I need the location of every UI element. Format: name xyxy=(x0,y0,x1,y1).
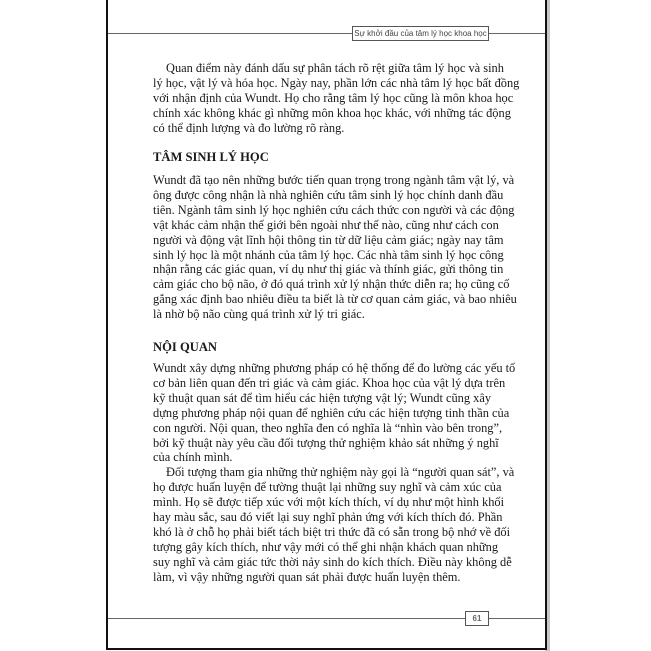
text-line: với nhận định của Wundt. Họ cho rằng tâm lý học cũng là môn khoa học xyxy=(153,90,514,105)
text-line: làm, vì vậy những người quan sát phải được huấn luyện thêm. xyxy=(153,569,461,584)
text-line: tiên. Ngành tâm sinh lý học nghiên cứu cách thức con người và các động xyxy=(153,202,515,217)
text-line: bởi kỹ thuật này yêu cầu đối tượng thử nghiệm khảo sát những ý nghĩ xyxy=(153,435,499,450)
text-line: họ được huấn luyện để tường thuật lại những suy nghĩ và cảm xúc của xyxy=(153,480,502,495)
text-line: Đối tượng tham gia những thử nghiệm này gọi là “người quan sát”, và xyxy=(166,465,515,480)
text-line: gắng xác định bao nhiêu điều ta biết là từ cơ quan cảm giác, và bao nhiêu xyxy=(153,292,517,307)
text-line: lý học, vật lý và hóa học. Ngày nay, phần lớn các nhà tâm lý học bất đồng xyxy=(153,75,520,90)
text-line: là nhờ bộ não cùng quá trình xử lý tri giác. xyxy=(153,307,365,322)
text-line: Wundt xây dựng những phương pháp có hệ thống để đo lường các yếu tố xyxy=(153,361,516,375)
text-line: mình. Họ sẽ được tiếp xúc với một kích thích, ví dụ như một hình khối xyxy=(153,495,505,510)
text-line: vật khác cảm nhận thế giới bên ngoài như thế nào, cũng như cách con xyxy=(153,217,499,232)
text-line: kỹ thuật quan sát để tìm hiểu các hiện tượng vật lý; Wundt cũng xây xyxy=(153,390,492,405)
text-line: dựng phương pháp nội quan để nghiên cứu các hiện tượng tinh thần của xyxy=(153,405,510,420)
text-line: tượng gây kích thích, như vậy mới có thể ghi nhận khách quan những xyxy=(153,539,499,554)
text-line: sinh lý học là một nhánh của tâm lý học. Các nhà tâm sinh lý học công xyxy=(153,247,504,262)
paragraph-intro xyxy=(153,61,520,136)
text-line: cơ bản liên quan đến tri giác và cảm giác. Khoa học của vật lý dựa trên xyxy=(153,375,506,390)
text-line: Wundt đã tạo nên những bước tiến quan trọng trong ngành tâm vật lý, và xyxy=(153,173,515,187)
paragraph-introspection xyxy=(153,361,516,585)
paragraph-psychophysiology xyxy=(153,173,517,322)
text-line: của chính mình. xyxy=(153,450,233,465)
text-line: suy nghĩ và cảm giác tức thời nảy sinh do kích thích. Điều này không dễ xyxy=(153,554,512,569)
text-line: chính xác không khác gì những môn khoa học khác, với những tác động xyxy=(153,105,511,120)
text-line: cảm giác cho bộ não, ở đó quá trình xử lý nhận thức diễn ra; họ cũng cố xyxy=(153,277,510,292)
section-heading: NỘI QUAN xyxy=(153,340,218,354)
text-line: con người. Nội quan, theo nghĩa đen có nghĩa là “nhìn vào bên trong”, xyxy=(153,420,503,435)
text-line: nhận rằng các giác quan, ví dụ như thị giác và thính giác, gửi thông tin xyxy=(153,262,504,277)
text-line: người và động vật lĩnh hội thông tin từ dữ liệu cảm giác; ngày nay tâm xyxy=(153,232,504,247)
text-line: khó là ở chỗ họ phải biết tách biệt tri thức đã có sẵn trong bộ nhớ về đối xyxy=(153,524,511,539)
text-line: hay màu sắc, sau đó viết lại suy nghĩ phản ứng với kích thích đó. Phần xyxy=(153,510,503,525)
page-number: 61 xyxy=(465,611,489,626)
text-line: ông được công nhận là nhà nghiên cứu tâm sinh lý học chính danh đầu xyxy=(153,187,504,202)
text-line: Quan điểm này đánh dấu sự phân tách rõ rệt giữa tâm lý học và sinh xyxy=(166,61,504,75)
text-line: có thể định lượng và đo lường rõ ràng. xyxy=(153,120,345,135)
section-heading: TÂM SINH LÝ HỌC xyxy=(153,150,269,164)
running-header: Sự khởi đầu của tâm lý học khoa học xyxy=(352,26,489,41)
